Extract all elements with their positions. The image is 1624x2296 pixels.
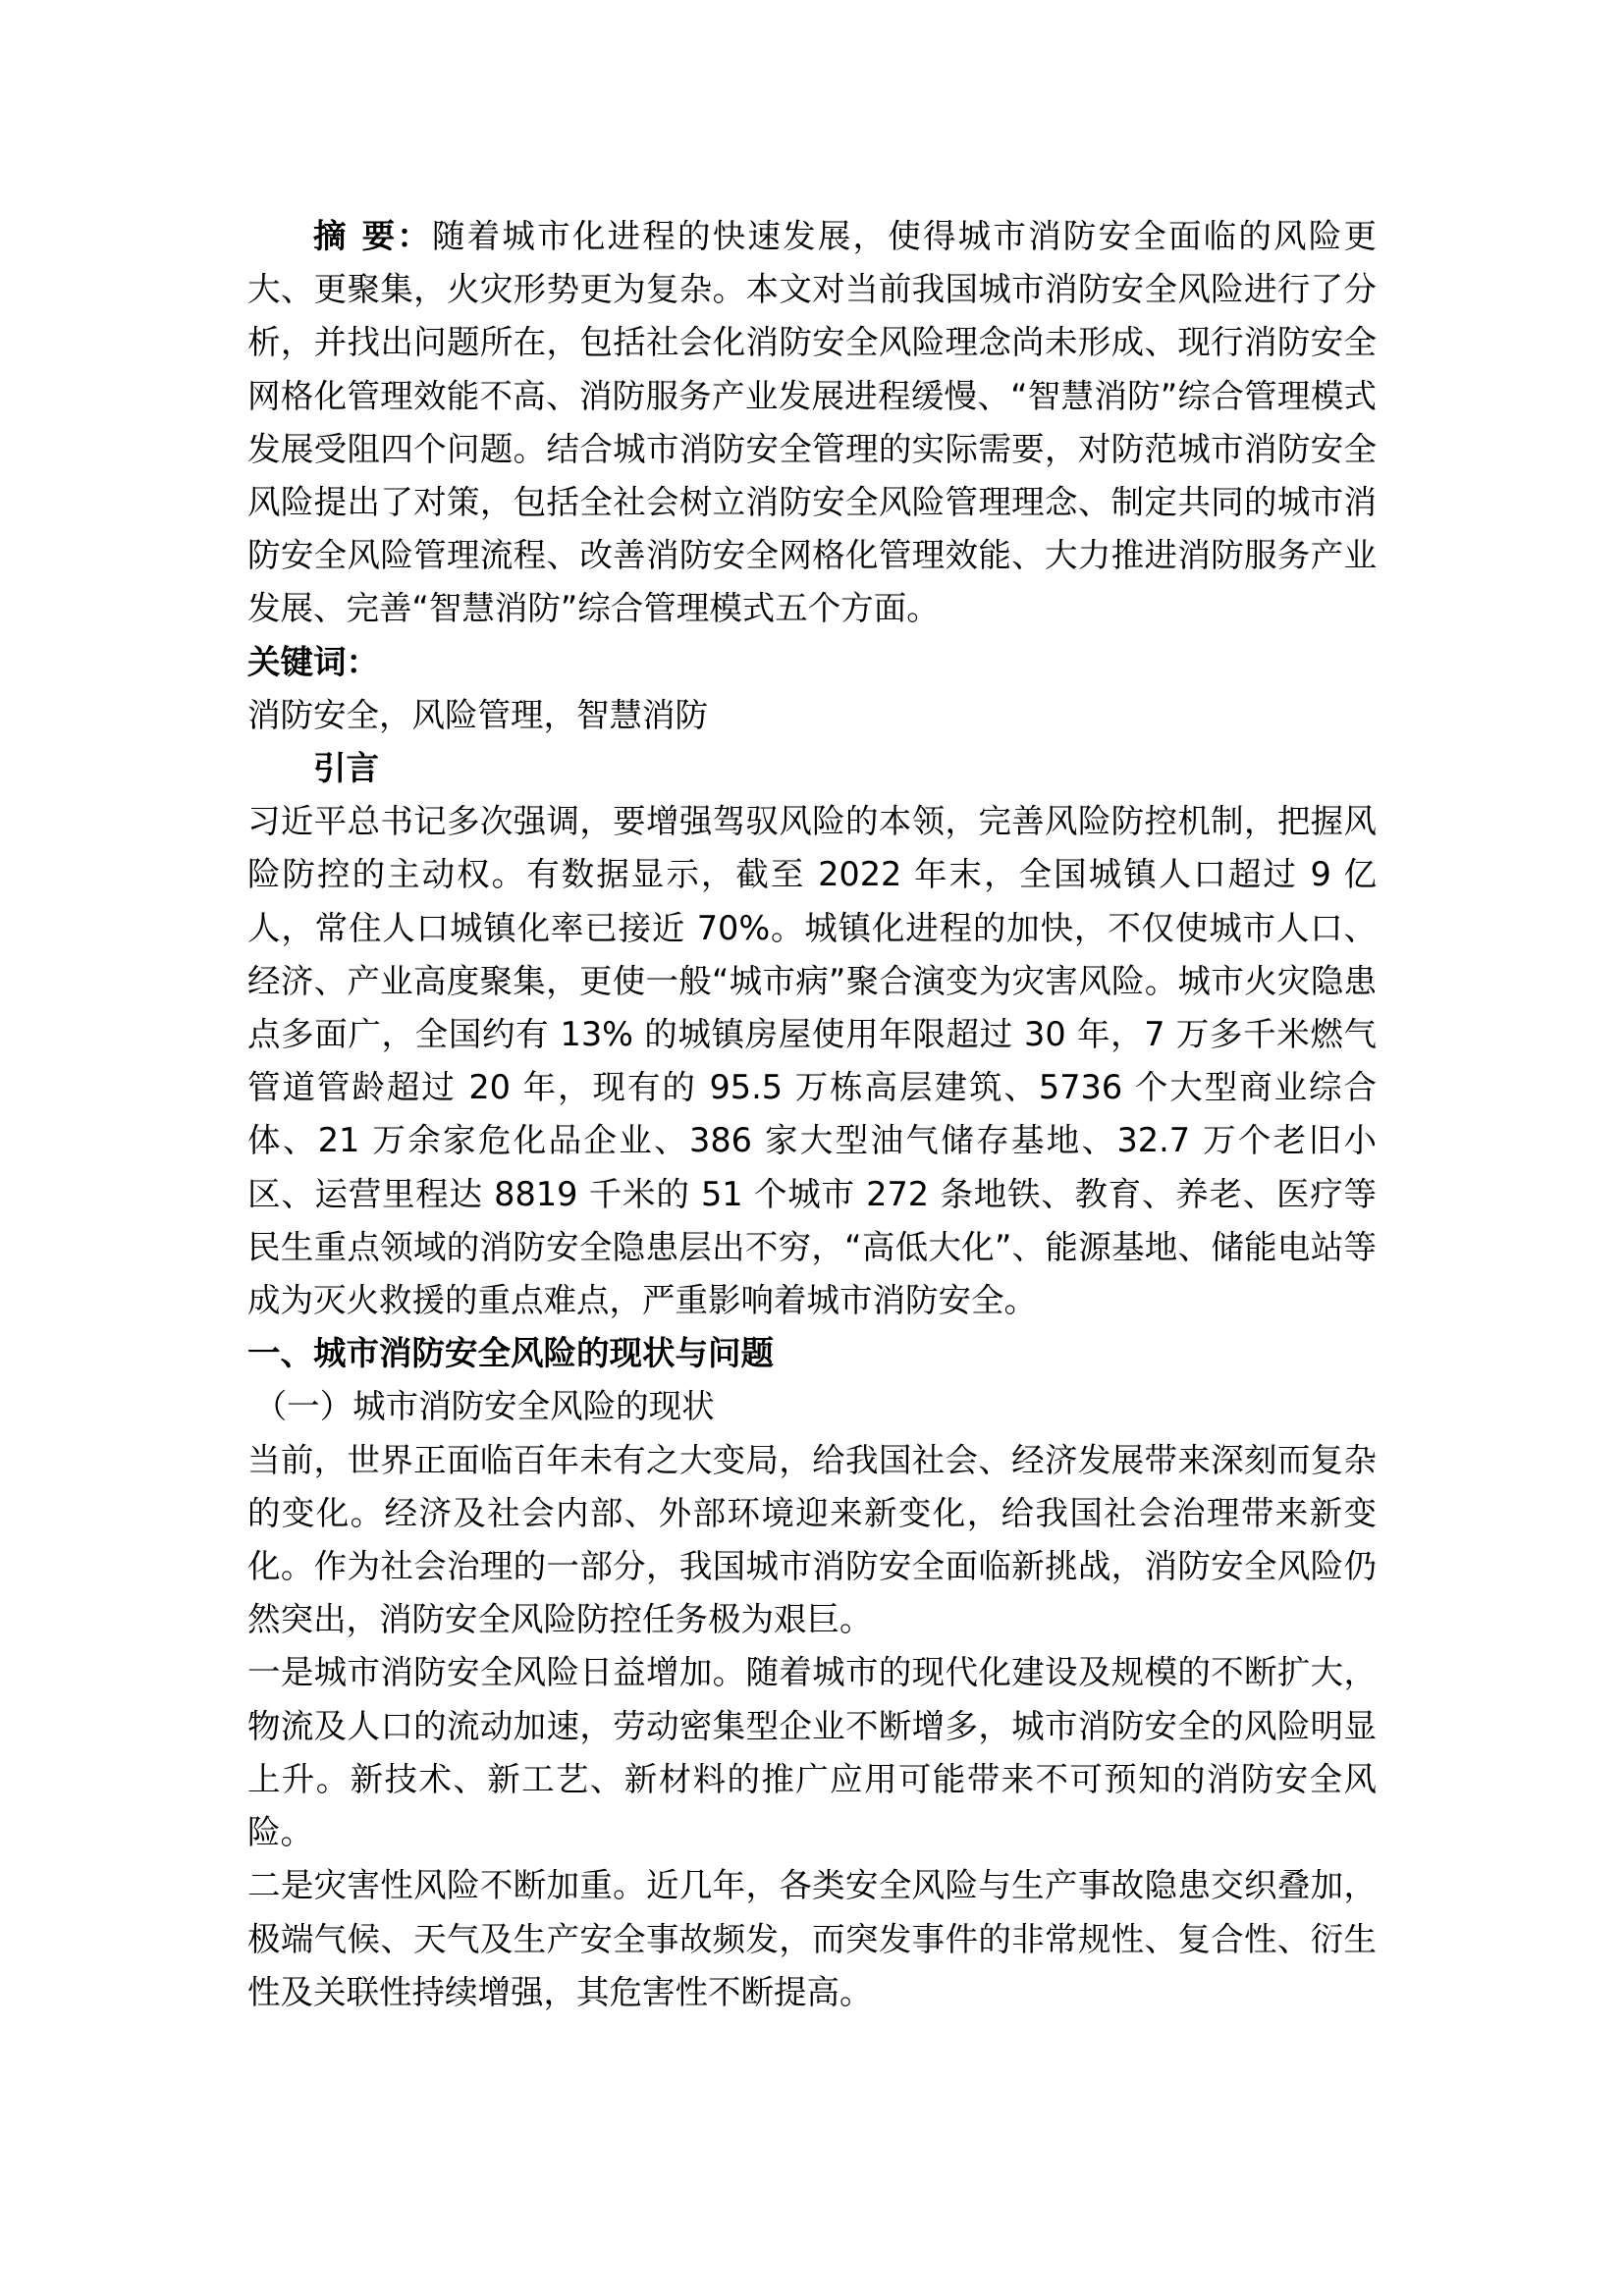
keywords-text: 消防安全，风险管理，智慧消防 <box>247 695 708 734</box>
section-1-1-paragraph-2: 一是城市消防安全风险日益增加。随着城市的现代化建设及规模的不断扩大，物流及人口的流动加速，劳动密集型企业不断增多，城市消防安全的风险明显上升。新技术、新工艺、新材料的推广应用可能带来不可预知的消防安全风险。 <box>247 1653 1377 1852</box>
intro-heading: 引言 <box>313 749 379 788</box>
section-1-1-heading: （一）城市消防安全风险的现状 <box>253 1387 715 1426</box>
intro-paragraph: 习近平总书记多次强调，要增强驾驭风险的本领，完善风险防控机制，把握风险防控的主动权。有数据显示，截至 2022 年末，全国城镇人口超过 9 亿人，常住人口城镇化率已接近 70%。城镇化进程的加快，不仅使城市人口、经济、产业高度聚集，更使一般“城市病”聚合演变为灾害风险。城市火灾隐患点多面广，全国约有 13% 的城镇房屋使用年限超过 30 年，7 万多千米燃气管道管龄超过 20 年，现有的 95.5 万栋高层建筑、5736 个大型商业综合体、21 万余家危化品企业、386 家大型油气储存基地、32.7 万个老旧小区、运营里程达 8819 千米的 51 个城市 272 条地铁、教育、养老、医疗等民生重点领域的消防安全隐患层出不穷，“高低大化”、能源基地、储能电站等成为灭火救援的重点难点，严重影响着城市消防安全。 <box>247 802 1377 1320</box>
section-1-1-paragraph-3: 二是灾害性风险不断加重。近几年，各类安全风险与生产事故隐患交织叠加，极端气候、天气及生产安全事故频发，而突发事件的非常规性、复合性、衍生性及关联性持续增强，其危害性不断提高。 <box>247 1866 1377 2011</box>
section-1-1-paragraph-1: 当前，世界正面临百年未有之大变局，给我国社会、经济发展带来深刻而复杂的变化。经济及社会内部、外部环境迎来新变化，给我国社会治理带来新变化。作为社会治理的一部分，我国城市消防安全面临新挑战，消防安全风险仍然突出，消防安全风险防控任务极为艰巨。 <box>247 1440 1377 1639</box>
abstract-paragraph <box>247 210 1377 636</box>
keywords-label: 关键词： <box>247 642 379 681</box>
abstract-text: 随着城市化进程的快速发展，使得城市消防安全面临的风险更大、更聚集，火灾形势更为复杂。本文对当前我国城市消防安全风险进行了分析，并找出问题所在，包括社会化消防安全风险理念尚未形成、现行消防安全网格化管理效能不高、消防服务产业发展进程缓慢、“智慧消防”综合管理模式发展受阻四个问题。结合城市消防安全管理的实际需要，对防范城市消防安全风险提出了对策，包括全社会树立消防安全风险管理理念、制定共同的城市消防安全风险管理流程、改善消防安全网格化管理效能、大力推进消防服务产业发展、完善“智慧消防”综合管理模式五个方面。 <box>247 217 1377 628</box>
document-page <box>247 210 1377 2019</box>
section-1-heading: 一、城市消防安全风险的现状与问题 <box>247 1334 774 1373</box>
abstract-label: 摘 要： <box>313 217 433 255</box>
